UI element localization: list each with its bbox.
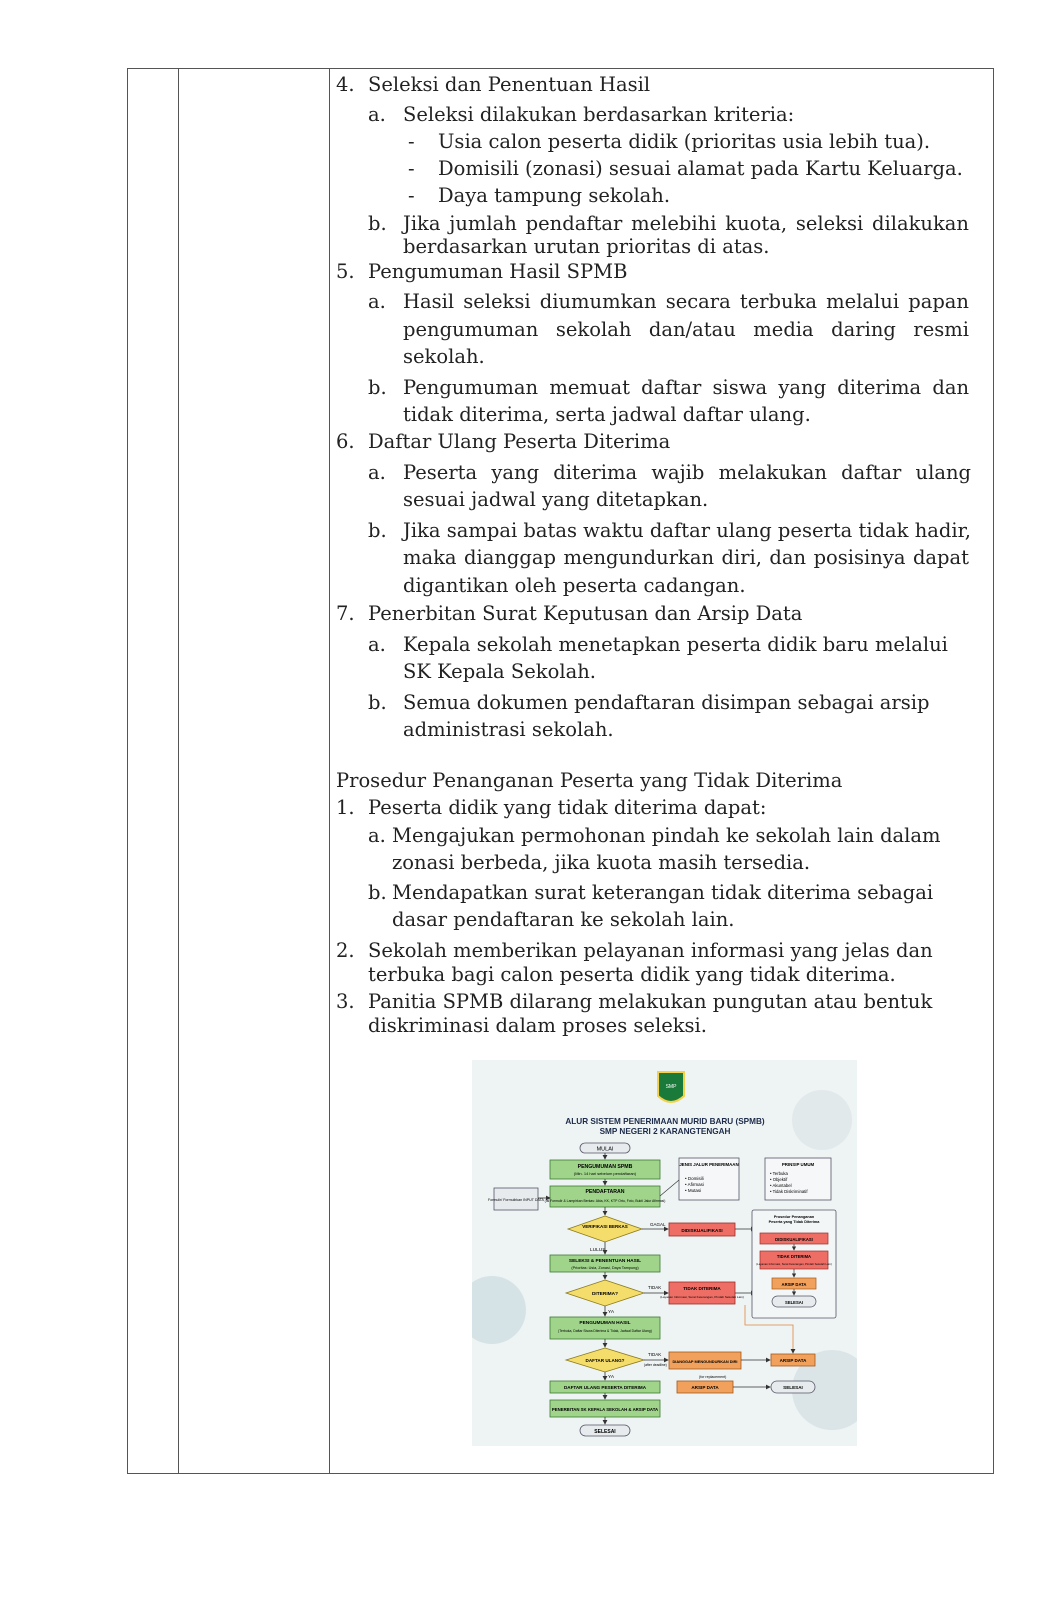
- item-title: Penerbitan Surat Keputusan dan Arsip Data: [368, 602, 803, 625]
- selesai-label: SELESAI: [594, 1429, 616, 1435]
- item-number: 5.: [336, 260, 355, 283]
- sub-text: Mendapatkan surat keterangan tidak diterima sebagai: [392, 881, 934, 904]
- prosedur-tidak-label: TIDAK DITERIMA: [776, 1254, 812, 1259]
- prinsip-title: PRINSIP UMUM: [781, 1162, 815, 1167]
- bullet-item: - Domisili (zonasi) sesuai alamat pada Kartu Keluarga.: [408, 157, 963, 180]
- mulai-label: MULAI: [596, 1146, 614, 1153]
- prosedur-arsip-label: ARSIP DATA: [781, 1282, 807, 1287]
- verifikasi-decision: [568, 1216, 642, 1242]
- document-table: [127, 68, 994, 1474]
- jenis-title: JENIS JALUR PENERIMAAN: [679, 1162, 739, 1167]
- sub-label: b.: [368, 691, 387, 714]
- item-title: Daftar Ulang Peserta Diterima: [368, 430, 671, 453]
- item-title: Seleksi dan Penentuan Hasil: [368, 73, 651, 96]
- item-number: 4.: [336, 73, 355, 96]
- logo-text: SMP: [665, 1084, 677, 1090]
- item-number: 7.: [336, 602, 355, 625]
- for-replacement-label: (for replacement): [699, 1375, 727, 1379]
- tidak-diterima-label: TIDAK DITERIMA: [683, 1286, 721, 1291]
- didiskualifikasi-label: DIDISKUALIFIKASI: [681, 1228, 723, 1233]
- sub-text: zonasi berbeda, jika kuota masih tersedia.: [392, 851, 811, 874]
- sub-text: pengumuman sekolah dan/atau media daring resmi: [403, 318, 969, 341]
- column-divider-1: [178, 69, 179, 1473]
- jenis-item: • Afirmasi: [685, 1182, 704, 1187]
- diterima-label: DITERIMA?: [591, 1292, 619, 1297]
- prosedur-tidak-sub: (Layanan Informasi, Surat Keterangan, Pindah Sekolah Lain): [756, 1262, 832, 1266]
- ya-label: YA: [608, 1310, 615, 1315]
- jenis-item: • Domisili: [685, 1176, 704, 1181]
- pengumuman-hasil-label: PENGUMUMAN HASIL: [579, 1321, 631, 1326]
- sub-label: a.: [368, 461, 386, 484]
- pengumuman-label: PENGUMUMAN SPMB: [577, 1164, 633, 1170]
- pendaftaran-sub: (Isi Formulir & Lampirkan Berkas: Akta, KK, KTP Ortu, Foto, Bukti Jalur Afirmasi): [544, 1199, 666, 1203]
- tidak2-label: TIDAK: [648, 1352, 662, 1357]
- section-heading: Prosedur Penanganan Peserta yang Tidak Diterima: [336, 769, 843, 792]
- sub-text: dasar pendaftaran ke sekolah lain.: [392, 908, 735, 931]
- prinsip-item: • Objektif: [770, 1177, 788, 1182]
- sub-label: a.: [368, 633, 386, 656]
- sub-text: berdasarkan urutan prioritas di atas.: [403, 235, 770, 258]
- daftar-ulang-label: DAFTAR ULANG PESERTA DITERIMA: [563, 1385, 647, 1390]
- daftar-ulang-q-label: DAFTAR ULANG?: [585, 1358, 625, 1363]
- item-number: 2.: [336, 939, 355, 962]
- sub-text: sekolah.: [403, 345, 485, 368]
- sub-text: SK Kepala Sekolah.: [403, 660, 596, 683]
- bullet-text: Daya tampung sekolah.: [438, 184, 671, 207]
- pendaftaran-label: PENDAFTARAN: [585, 1189, 625, 1195]
- sub-text: Semua dokumen pendaftaran disimpan sebagai arsip: [403, 691, 930, 714]
- sub-text: maka dianggap mengundurkan diri, dan posisinya dapat: [403, 546, 969, 569]
- sub-text: sesuai jadwal yang ditetapkan.: [403, 488, 709, 511]
- selesai2-label: SELESAI: [783, 1385, 803, 1390]
- sub-label: b.: [368, 519, 387, 542]
- sub-label: b.: [368, 881, 387, 904]
- sub-text: Jika sampai batas waktu daftar ulang peserta tidak hadir,: [403, 519, 971, 542]
- prinsip-item: • Terbuka: [770, 1171, 788, 1176]
- item-number: 3.: [336, 990, 355, 1013]
- seleksi-label: SELEKSI & PENENTUAN HASIL: [568, 1259, 642, 1264]
- sub-text: Peserta yang diterima wajib melakukan daftar ulang: [403, 461, 971, 484]
- sub-text: Pengumuman memuat daftar siswa yang diterima dan: [403, 376, 969, 399]
- bullet-text: Domisili (zonasi) sesuai alamat pada Kartu Keluarga.: [438, 157, 963, 180]
- prosedur-didis-label: DIDISKUALIFIKASI: [775, 1237, 813, 1242]
- arsip-label: ARSIP DATA: [691, 1385, 719, 1390]
- flowchart-subtitle: SMP NEGERI 2 KARANGTENGAH: [599, 1127, 731, 1136]
- lulus-label: LULUS: [590, 1248, 606, 1253]
- school-logo: [658, 1072, 684, 1102]
- column-divider-2: [329, 69, 330, 1473]
- after-deadline-label: (after deadline): [644, 1363, 667, 1367]
- sub-label: a.: [368, 290, 386, 313]
- sub-label: a.: [368, 824, 386, 847]
- ya2-label: YA: [608, 1375, 615, 1380]
- pengumuman-hasil-sub: (Terbuka, Daftar Siswa Diterima & Tidak, Jadwal Daftar Ulang): [558, 1329, 652, 1333]
- flowchart-title: ALUR SISTEM PENERIMAAN MURID BARU (SPMB): [565, 1117, 765, 1126]
- prosedur-selesai-label: SELESAI: [785, 1300, 803, 1305]
- item-number: 6.: [336, 430, 355, 453]
- prinsip-item: • Akuntabel: [770, 1183, 792, 1188]
- sub-label: b.: [368, 376, 387, 399]
- jenis-item: • Mutasi: [685, 1188, 702, 1193]
- spmb-flowchart-image: [472, 1060, 857, 1446]
- tidak-label: TIDAK: [648, 1285, 662, 1290]
- sub-text: Kepala sekolah menetapkan peserta didik baru melalui: [403, 633, 948, 656]
- prosedur-title: Prosedur Penanganan Peserta yang Tidak Diterima: [768, 1215, 820, 1224]
- arsip-data-label: ARSIP DATA: [779, 1358, 807, 1363]
- formulir-label: Formulir/ Formulirkan INPUT DATA: [488, 1198, 544, 1202]
- item-text: Sekolah memberikan pelayanan informasi yang jelas dan: [368, 939, 933, 962]
- decor-shape: [792, 1090, 852, 1150]
- sub-text: digantikan oleh peserta cadangan.: [403, 574, 746, 597]
- bullet-item: - Daya tampung sekolah.: [408, 184, 671, 207]
- gagal-label: GAGAL: [650, 1222, 666, 1227]
- bullet-item: - Usia calon peserta didik (prioritas usia lebih tua).: [408, 130, 931, 153]
- item-text: diskriminasi dalam proses seleksi.: [368, 1014, 707, 1037]
- sub-label: b.: [368, 212, 387, 235]
- sub-text: administrasi sekolah.: [403, 718, 614, 741]
- item-text: Panitia SPMB dilarang melakukan pungutan atau bentuk: [368, 990, 933, 1013]
- sub-text: Jika jumlah pendaftar melebihi kuota, seleksi dilakukan: [403, 212, 969, 235]
- sub-text: tidak diterima, serta jadwal daftar ulang.: [403, 403, 811, 426]
- decor-shape: [472, 1276, 526, 1344]
- sub-text: Seleksi dilakukan berdasarkan kriteria:: [403, 103, 795, 126]
- item-title: Pengumuman Hasil SPMB: [368, 260, 628, 283]
- sub-text: Hasil seleksi diumumkan secara terbuka melalui papan: [403, 290, 969, 313]
- verifikasi-label: VERIFIKASI BERKAS: [582, 1224, 628, 1229]
- sub-text: Mengajukan permohonan pindah ke sekolah lain dalam: [392, 824, 941, 847]
- penerbitan-label: PENERBITAN SK KEPALA SEKOLAH & ARSIP DATA: [551, 1407, 659, 1412]
- bullet-text: Usia calon peserta didik (prioritas usia lebih tua).: [438, 130, 931, 153]
- sub-label: a.: [368, 103, 386, 126]
- item-number: 1.: [336, 796, 355, 819]
- prinsip-item: • Tidak Diskriminatif: [770, 1189, 808, 1194]
- pengumuman-sub: (Min. 14 hari sebelum pendaftaran): [573, 1171, 637, 1176]
- dianggap-label: DIANGGAP MENGUNDURKAN DIRI: [672, 1359, 738, 1364]
- seleksi-sub: (Prioritas: Usia, Zonasi, Daya Tampung): [571, 1266, 639, 1270]
- tidak-diterima-sub: (Layanan Informasi, Surat Keterangan, Pindah Sekolah Lain): [660, 1295, 744, 1299]
- item-text: terbuka bagi calon peserta didik yang tidak diterima.: [368, 963, 896, 986]
- item-text: Peserta didik yang tidak diterima dapat:: [368, 796, 767, 819]
